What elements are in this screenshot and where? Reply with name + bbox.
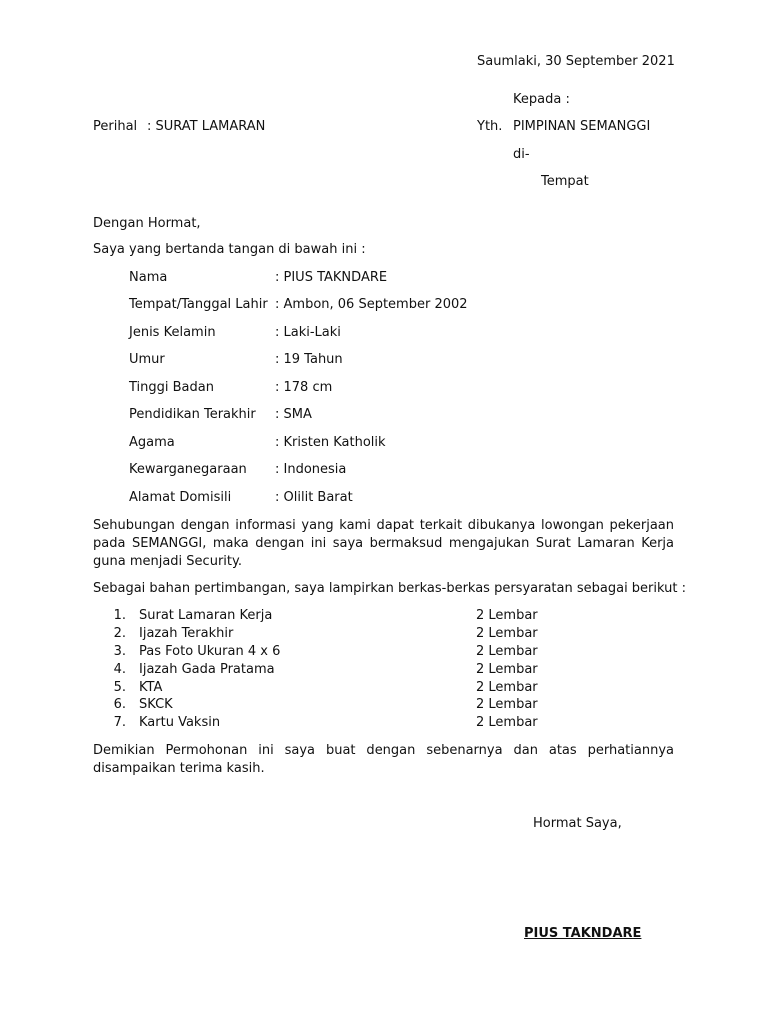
list-item-number: 3. <box>113 644 126 659</box>
di-label: di- <box>513 147 530 162</box>
detail-value-gender: : Laki-Laki <box>275 325 341 340</box>
list-item-name: Surat Lamaran Kerja <box>139 608 273 623</box>
detail-label-height: Tinggi Badan <box>129 380 214 395</box>
list-item-qty: 2 Lembar <box>476 662 538 677</box>
detail-label-religion: Agama <box>129 435 175 450</box>
detail-value-nama: : PIUS TAKNDARE <box>275 270 388 285</box>
greeting: Dengan Hormat, <box>93 216 201 231</box>
list-item-name: KTA <box>139 680 163 695</box>
list-item-qty: 2 Lembar <box>476 715 538 730</box>
list-item-name: Pas Foto Ukuran 4 x 6 <box>139 644 281 659</box>
detail-value-address: : Olilit Barat <box>275 490 353 505</box>
list-item-number: 4. <box>113 662 126 677</box>
detail-label-address: Alamat Domisili <box>129 490 232 505</box>
letter-date: Saumlaki, 30 September 2021 <box>477 54 675 69</box>
detail-label-education: Pendidikan Terakhir <box>129 407 256 422</box>
list-item-name: SKCK <box>139 697 173 712</box>
kepada-label: Kepada : <box>513 92 570 107</box>
list-item-number: 2. <box>113 626 126 641</box>
regards-line: Hormat Saya, <box>533 816 622 831</box>
list-item-number: 5. <box>113 680 126 695</box>
perihal-value: : SURAT LAMARAN <box>147 119 266 134</box>
detail-label-ttl: Tempat/Tanggal Lahir <box>129 297 268 312</box>
list-item-qty: 2 Lembar <box>476 697 538 712</box>
signature-name: PIUS TAKNDARE <box>524 926 642 941</box>
detail-label-gender: Jenis Kelamin <box>129 325 216 340</box>
recipient-name: PIMPINAN SEMANGGI <box>513 119 651 134</box>
list-item-number: 6. <box>113 697 126 712</box>
detail-value-age: : 19 Tahun <box>275 352 343 367</box>
list-item-qty: 2 Lembar <box>476 626 538 641</box>
list-item-qty: 2 Lembar <box>476 644 538 659</box>
detail-value-height: : 178 cm <box>275 380 333 395</box>
intro-line: Saya yang bertanda tangan di bawah ini : <box>93 242 366 257</box>
detail-value-religion: : Kristen Katholik <box>275 435 386 450</box>
yth-label: Yth. <box>477 119 503 134</box>
detail-label-nama: Nama <box>129 270 168 285</box>
detail-label-citizenship: Kewarganegaraan <box>129 462 247 477</box>
detail-value-citizenship: : Indonesia <box>275 462 347 477</box>
list-item-qty: 2 Lembar <box>476 608 538 623</box>
list-item-qty: 2 Lembar <box>476 680 538 695</box>
list-item-name: Ijazah Terakhir <box>139 626 234 641</box>
body-paragraph-1: Sehubungan dengan informasi yang kami dapat terkait dibukanya lowongan pekerjaan pada SEMANGGI, maka dengan ini saya bermaksud mengajukan Surat Lamaran Kerja guna menjadi Security. <box>93 518 674 569</box>
detail-label-age: Umur <box>129 352 165 367</box>
list-item-name: Ijazah Gada Pratama <box>139 662 275 677</box>
tempat-label: Tempat <box>541 174 589 189</box>
list-item-name: Kartu Vaksin <box>139 715 221 730</box>
closing-paragraph: Demikian Permohonan ini saya buat dengan sebenarnya dan atas perhatiannya disampaikan terima kasih. <box>93 743 674 776</box>
detail-value-education: : SMA <box>275 407 312 422</box>
list-item-number: 7. <box>113 715 126 730</box>
perihal-label: Perihal <box>93 119 138 134</box>
body-paragraph-2: Sebagai bahan pertimbangan, saya lampirkan berkas-berkas persyaratan sebagai berikut : <box>93 581 686 596</box>
detail-value-ttl: : Ambon, 06 September 2002 <box>275 297 468 312</box>
list-item-number: 1. <box>113 608 126 623</box>
